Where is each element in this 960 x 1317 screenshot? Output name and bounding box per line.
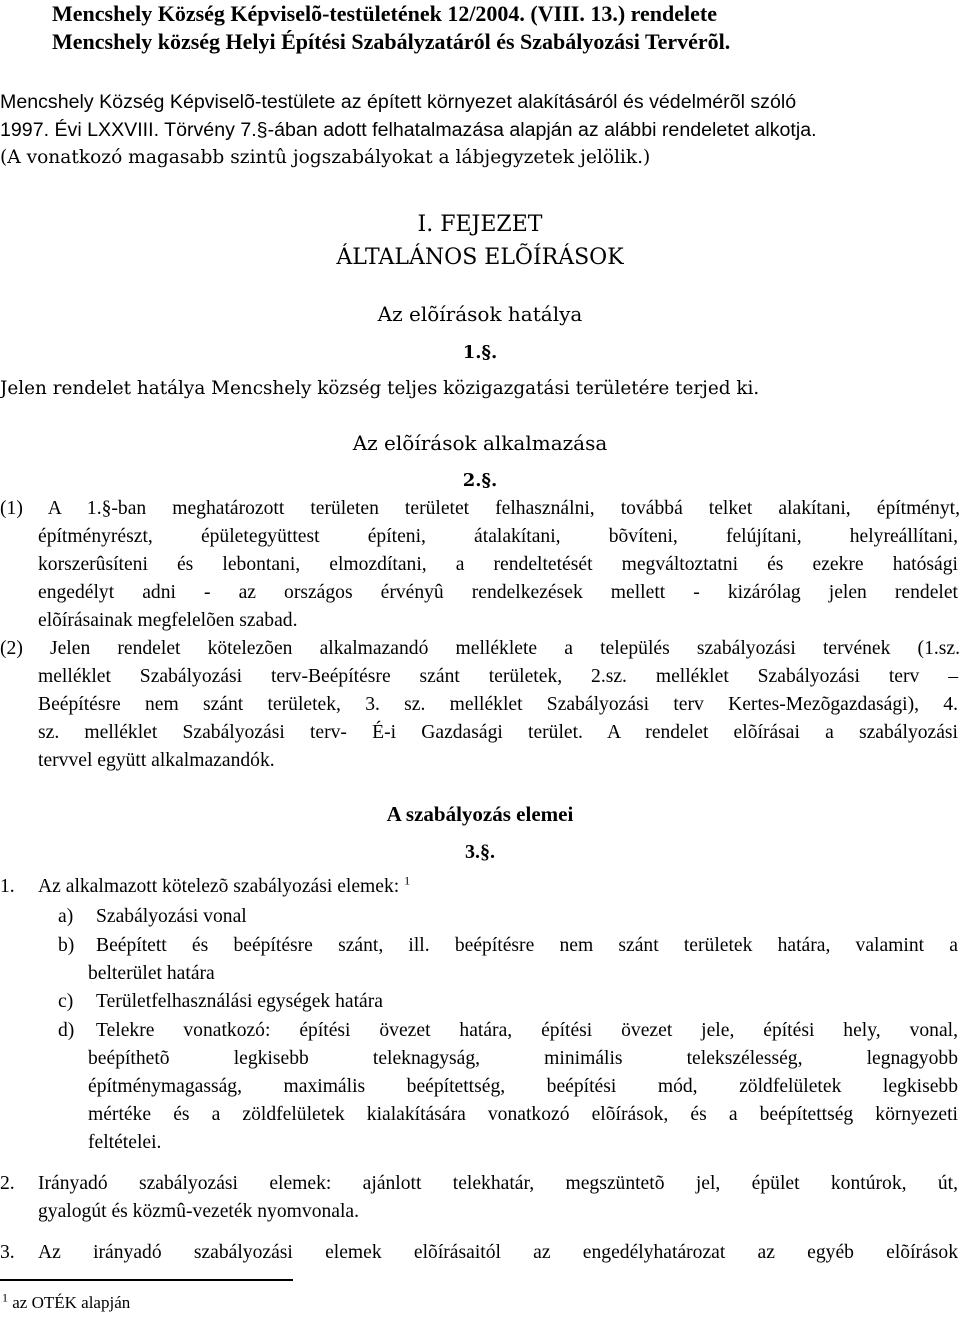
subitem-d-label: d) (58, 1020, 75, 1041)
subitem-c-text: Területfelhasználási egységek határa (96, 991, 383, 1012)
section-2-number: 2.§. (462, 470, 498, 491)
footnote (2, 1292, 130, 1314)
section-3-number: 3.§. (465, 841, 495, 863)
item-2-label: 2. (0, 1173, 15, 1194)
item-3-label: 3. (0, 1242, 15, 1263)
subitem-b-text: Beépített és beépítésre szánt, ill. beépítésre nem szánt területek határa, valamint a (96, 935, 958, 956)
subitem-b-text: belterület határa (88, 963, 215, 984)
intro-line-3: (A vonatkozó magasabb szintû jogszabályokat a lábjegyzetek jelölik.) (0, 147, 651, 168)
subitem-d-text: Telekre vonatkozó: építési övezet határa, építési övezet jele, építési hely, vonal, (96, 1020, 958, 1041)
item-3-text: Az irányadó szabályozási elemek elõírásaitól az engedélyhatározat az egyéb elõírások (38, 1242, 958, 1263)
subitem-d-text: beépíthetõ legkisebb teleknagyság, minimális telekszélesség, legnagyobb (88, 1048, 958, 1069)
section-2-line: sz. melléklet Szabályozási terv- É-i Gazdasági terület. A rendelet elõírásai a szabályozási (38, 722, 958, 743)
section-1-text: Jelen rendelet hatálya Mencshely község teljes közigazgatási területére terjed ki. (0, 378, 760, 399)
document-title-line-2: Mencshely község Helyi Építési Szabályzatáról és Szabályozási Tervérõl. (52, 29, 731, 54)
chapter-number: I. FEJEZET (417, 212, 543, 237)
section-1-heading: Az elõírások hatálya (377, 302, 583, 326)
section-2-line: (2) Jelen rendelet kötelezõen alkalmazandó melléklete a település szabályozási tervének (1.sz. (0, 638, 960, 659)
footnote-mark: 1 (2, 1290, 8, 1305)
section-2-line: tervvel együtt alkalmazandók. (38, 750, 275, 771)
item-1-text: Az alkalmazott kötelezõ szabályozási elemek: $^1$ (38, 873, 411, 897)
chapter-title: ÁLTALÁNOS ELÕÍRÁSOK (336, 245, 624, 270)
footnote-separator (0, 1279, 293, 1281)
subitem-b-label: b) (58, 935, 75, 956)
section-3-heading: A szabályozás elemei (386, 802, 574, 826)
section-2-line: melléklet Szabályozási terv-Beépítésre szánt területek, 2.sz. melléklet Szabályozási terv – (38, 666, 958, 687)
subitem-c-label: c) (58, 991, 74, 1012)
item-2-text: Irányadó szabályozási elemek: ajánlott telekhatár, megszüntetõ jel, épület kontúrok, út, (38, 1173, 958, 1194)
subitem-d-text: feltételei. (88, 1132, 162, 1153)
section-1-number: 1.§. (462, 342, 498, 363)
section-2-line: engedélyt adni - az országos érvényû rendelkezések mellett - kizárólag jelen rendelet (38, 582, 958, 603)
section-2-line: (1) A 1.§-ban meghatározott területen területet felhasználni, továbbá telket alakítani, építményt, (0, 498, 960, 519)
section-2-line: elõírásainak megfelelõen szabad. (38, 610, 298, 631)
footnote-text: az OTÉK alapján (12, 1293, 131, 1312)
section-2-line: építményrészt, épületegyüttest építeni, átalakítani, bõvíteni, felújítani, helyreállítani, (38, 526, 958, 547)
item-1-label: 1. (0, 876, 15, 897)
subitem-d-text: építménymagasság, maximális beépítettség, beépítési mód, zöldfelületek legkisebb (88, 1076, 958, 1097)
subitem-d-text: mértéke és a zöldfelületek kialakítására vonatkozó elõírások, és a beépítettség környezeti (88, 1104, 958, 1125)
subitem-a-label: a) (58, 906, 74, 927)
intro-line-1: Mencshely Község Képviselõ-testülete az épített környezet alakításáról és védelmérõl szóló (0, 91, 797, 113)
subitem-a-text: Szabályozási vonal (96, 906, 247, 927)
item-2-text: gyalogút és közmû-vezeték nyomvonala. (38, 1201, 360, 1222)
section-2-line: Beépítésre nem szánt területek, 3. sz. melléklet Szabályozási terv Kertes-Mezõgazdasági), 4. (38, 694, 958, 715)
section-2-heading: Az elõírások alkalmazása (352, 431, 608, 455)
document-title-line-1: Mencshely Község Képviselõ-testületének 12/2004. (VIII. 13.) rendelete (52, 1, 717, 26)
footnote-reference[interactable]: 1 (404, 873, 411, 888)
section-2-line: korszerûsíteni és lebontani, elmozdítani, a rendeltetését megváltoztatni és ezekre hatósági (38, 554, 958, 575)
intro-line-2: 1997. Évi LXXVIII. Törvény 7.§-ában adott felhatalmazása alapján az alábbi rendeletet alkotja. (0, 119, 817, 141)
